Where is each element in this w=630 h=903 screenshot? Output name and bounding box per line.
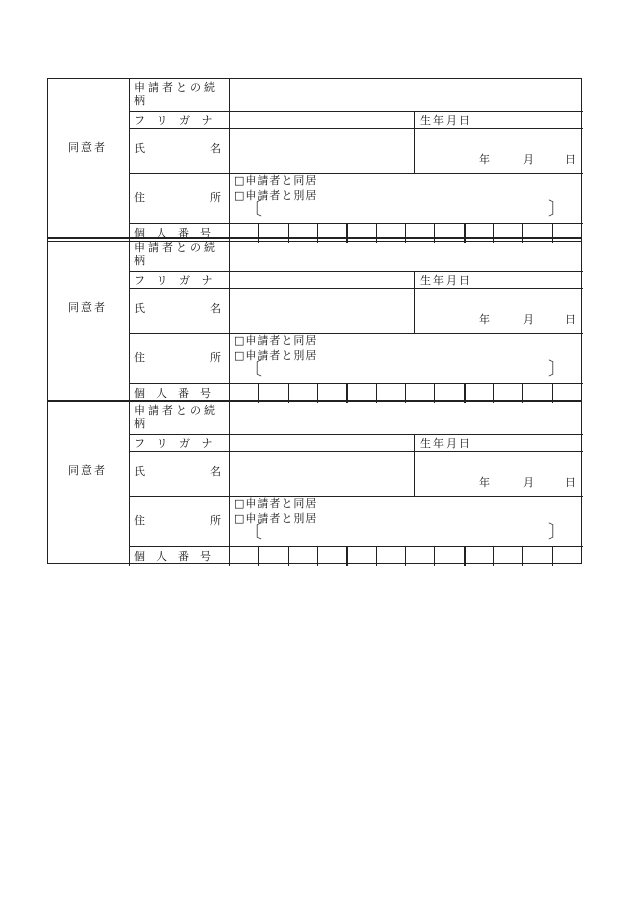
personal-number-label: 個 人 番 号 — [134, 550, 211, 563]
same-residence-option: □申請者と同居 — [234, 334, 318, 347]
bracket-left: 〔 — [244, 199, 262, 220]
number-digit-box[interactable] — [259, 384, 286, 401]
number-digit-box[interactable] — [465, 384, 492, 401]
relation-label: 申請者との続柄 — [134, 404, 218, 430]
address-input[interactable] — [253, 362, 543, 380]
address-label-second: 所 — [210, 351, 223, 364]
consenter-label: 同意者 — [68, 464, 107, 477]
month-label: 月 — [523, 313, 536, 326]
name-label-first: 氏 — [134, 142, 147, 155]
year-label: 年 — [479, 153, 492, 166]
consenter-block — [47, 78, 582, 242]
number-digit-box[interactable] — [230, 547, 257, 564]
bracket-right: 〕 — [548, 522, 566, 543]
consenter-label: 同意者 — [68, 141, 107, 154]
separate-residence-option: □申請者と別居 — [234, 512, 318, 525]
bracket-left: 〔 — [244, 359, 262, 380]
number-digit-box[interactable] — [230, 384, 257, 401]
birth-date-input[interactable] — [415, 289, 581, 332]
relation-label: 申請者との続柄 — [134, 241, 218, 267]
number-digit-box[interactable] — [347, 547, 374, 564]
number-digit-box[interactable] — [377, 547, 404, 564]
name-label-first: 氏 — [134, 302, 147, 315]
bracket-right: 〕 — [548, 359, 566, 380]
furigana-input[interactable] — [230, 435, 413, 450]
name-input[interactable] — [230, 289, 413, 332]
furigana-input[interactable] — [230, 112, 413, 127]
number-digit-box[interactable] — [523, 547, 550, 564]
number-digit-box[interactable] — [347, 384, 374, 401]
address-label-first: 住 — [134, 191, 147, 204]
name-label-second: 名 — [210, 465, 223, 478]
relation-input[interactable] — [230, 80, 581, 110]
number-digit-box[interactable] — [553, 547, 580, 564]
consenter-label: 同意者 — [68, 301, 107, 314]
address-input[interactable] — [253, 525, 543, 543]
number-digit-box[interactable] — [494, 384, 521, 401]
divider — [129, 333, 583, 334]
separate-residence-option: □申請者と別居 — [234, 189, 318, 202]
month-label: 月 — [523, 476, 536, 489]
number-digit-box[interactable] — [377, 384, 404, 401]
number-digit-box[interactable] — [289, 547, 316, 564]
name-label-second: 名 — [210, 142, 223, 155]
day-label: 日 — [565, 153, 578, 166]
personal-number-label: 個 人 番 号 — [134, 387, 211, 400]
number-digit-box[interactable] — [435, 384, 462, 401]
year-label: 年 — [479, 476, 492, 489]
number-digit-box[interactable] — [465, 547, 492, 564]
number-digit-box[interactable] — [553, 384, 580, 401]
furigana-input[interactable] — [230, 272, 413, 287]
furigana-label: フ リ ガ ナ — [134, 274, 217, 287]
divider — [129, 239, 130, 403]
furigana-label: フ リ ガ ナ — [134, 437, 217, 450]
birth-date-input[interactable] — [415, 129, 581, 172]
relation-label: 申請者との続柄 — [134, 81, 218, 107]
furigana-label: フ リ ガ ナ — [134, 114, 217, 127]
divider — [129, 496, 583, 497]
birth-date-label: 生年月日 — [420, 114, 472, 127]
year-label: 年 — [479, 313, 492, 326]
birth-date-label: 生年月日 — [420, 437, 472, 450]
address-input[interactable] — [253, 202, 543, 220]
name-label-first: 氏 — [134, 465, 147, 478]
number-digit-box[interactable] — [435, 547, 462, 564]
same-residence-option: □申請者と同居 — [234, 497, 318, 510]
number-digit-box[interactable] — [406, 547, 433, 564]
number-digit-box[interactable] — [289, 384, 316, 401]
number-digit-box[interactable] — [523, 384, 550, 401]
address-label-first: 住 — [134, 351, 147, 364]
number-digit-box[interactable] — [494, 547, 521, 564]
divider — [129, 402, 130, 566]
month-label: 月 — [523, 153, 536, 166]
address-label-first: 住 — [134, 514, 147, 527]
number-digit-box[interactable] — [318, 547, 345, 564]
bracket-left: 〔 — [244, 522, 262, 543]
day-label: 日 — [565, 313, 578, 326]
divider — [129, 79, 130, 243]
relation-input[interactable] — [230, 240, 581, 270]
relation-input[interactable] — [230, 403, 581, 433]
number-digit-box[interactable] — [406, 384, 433, 401]
name-input[interactable] — [230, 129, 413, 172]
separate-residence-option: □申請者と別居 — [234, 349, 318, 362]
name-input[interactable] — [230, 452, 413, 495]
number-digit-box[interactable] — [318, 384, 345, 401]
birth-date-label: 生年月日 — [420, 274, 472, 287]
same-residence-option: □申請者と同居 — [234, 174, 318, 187]
number-digit-box[interactable] — [259, 547, 286, 564]
address-label-second: 所 — [210, 514, 223, 527]
day-label: 日 — [565, 476, 578, 489]
consenter-block — [47, 237, 582, 401]
personal-number-label: 個 人 番 号 — [134, 227, 211, 240]
bracket-right: 〕 — [548, 199, 566, 220]
name-label-second: 名 — [210, 302, 223, 315]
address-label-second: 所 — [210, 191, 223, 204]
consenter-block — [47, 400, 582, 564]
divider — [129, 173, 583, 174]
birth-date-input[interactable] — [415, 452, 581, 495]
